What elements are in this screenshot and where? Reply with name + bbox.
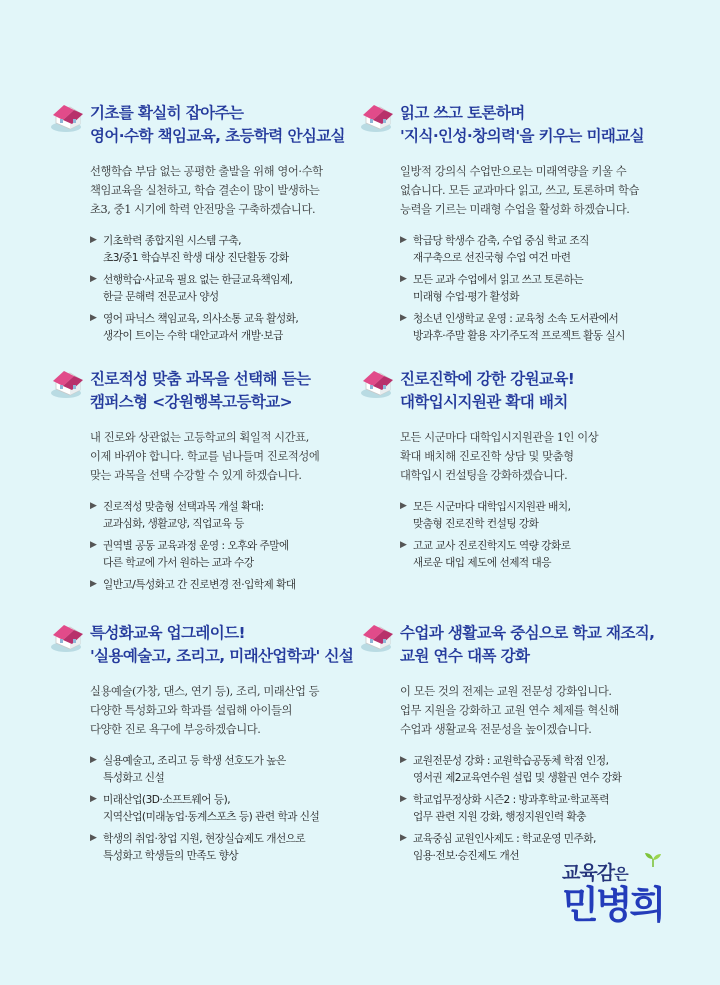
house-icon xyxy=(360,100,400,134)
bullet-line: 학생의 취업·창업 지원, 현장실습제도 개선으로 xyxy=(103,833,306,845)
bullet-line: 청소년 인생학교 운영 : 교육청 소속 도서관에서 xyxy=(413,313,619,325)
arrow-bullet-icon: ▶ xyxy=(400,540,407,550)
bullet-line: 지역산업(미래농업·동계스포츠 등) 관련 학과 신설 xyxy=(103,811,320,823)
section-heading xyxy=(50,622,354,668)
intro-line: 내 진로와 상관없는 고등학교의 획일적 시간표, xyxy=(90,431,309,444)
house-icon xyxy=(50,100,90,134)
intro-line: 능력을 기르는 미래형 수업을 활성화 하겠습니다. xyxy=(400,203,630,216)
bullet-line: 교육중심 교원인사제도 : 학교운영 민주화, xyxy=(413,833,596,845)
intro-line: 실용예술(가창, 댄스, 연기 등), 조리, 미래산업 등 xyxy=(90,685,320,698)
section-heading xyxy=(50,368,350,414)
section-title-line: 읽고 쓰고 토론하며 xyxy=(400,104,525,122)
pledge-section xyxy=(360,368,660,577)
house-icon xyxy=(50,620,90,654)
section-title-line: 대학입시지원관 확대 배치 xyxy=(400,393,568,411)
intro-line: 확대 배치해 진로진학 상담 및 맞춤형 xyxy=(400,450,574,463)
bullet-line: 업무 관련 지원 강화, 행정지원인력 확충 xyxy=(413,811,586,823)
arrow-bullet-icon: ▶ xyxy=(400,235,407,245)
bullet-line: 진로적성 맞춤형 선택과목 개설 확대: xyxy=(103,501,264,513)
bullet-list xyxy=(90,499,375,594)
arrow-bullet-icon: ▶ xyxy=(90,794,97,804)
arrow-bullet-icon: ▶ xyxy=(90,313,97,323)
section-title-line: '실용예술고, 조리고, 미래산업학과' 신설 xyxy=(90,647,354,665)
intro-line: 선행학습 부담 없는 공평한 출발을 위해 영어·수학 xyxy=(90,165,323,178)
bullet-item xyxy=(90,499,375,533)
logo-tagline-suffix: 은 xyxy=(614,865,628,883)
bullet-line: 맞춤형 진로진학 컨설팅 강화 xyxy=(413,518,539,530)
section-title-line: 진로진학에 강한 강원교육! xyxy=(400,370,575,388)
arrow-bullet-icon: ▶ xyxy=(400,274,407,284)
intro-line: 맞는 과목을 선택 수강할 수 있게 하겠습니다. xyxy=(90,469,302,482)
section-heading xyxy=(360,102,660,148)
pledge-section xyxy=(360,622,660,870)
section-title-line: 교원 연수 대폭 강화 xyxy=(400,647,530,665)
bullet-list xyxy=(400,233,685,345)
logo-name: 민병희 xyxy=(562,883,664,927)
bullet-list xyxy=(90,233,375,345)
bullet-line: 실용예술고, 조리고 등 학생 선호도가 높은 xyxy=(103,755,286,767)
pledge-section xyxy=(360,102,660,350)
section-intro xyxy=(400,682,685,739)
intro-line: 다양한 진로 욕구에 부응하겠습니다. xyxy=(90,723,261,736)
section-title-line: 기초를 확실히 잡아주는 xyxy=(90,104,244,122)
bullet-line: 선행학습·사교육 필요 없는 한글교육책임제, xyxy=(103,274,293,286)
bullet-item xyxy=(90,233,375,267)
bullet-line: 학교업무정상화 시즌2 : 방과후학교·학교폭력 xyxy=(413,794,609,806)
arrow-bullet-icon: ▶ xyxy=(400,833,407,843)
section-intro xyxy=(90,162,375,219)
arrow-bullet-icon: ▶ xyxy=(400,794,407,804)
logo-tagline-text: 교육감 xyxy=(562,862,615,884)
intro-line: 없습니다. 모든 교과마다 읽고, 쓰고, 토론하며 학습 xyxy=(400,184,639,197)
intro-line: 일방적 강의식 수업만으로는 미래역량을 키울 수 xyxy=(400,165,627,178)
bullet-line: 다른 학교에 가서 원하는 교과 수강 xyxy=(103,557,254,569)
bullet-line: 특성화고 신설 xyxy=(103,772,165,784)
logo-tagline xyxy=(562,858,628,885)
house-icon xyxy=(360,366,400,400)
bullet-line: 일반고/특성화고 간 진로변경 전·입학제 확대 xyxy=(103,579,296,591)
bullet-line: 고교 교사 진로진학지도 역량 강화로 xyxy=(413,540,571,552)
section-heading xyxy=(360,622,660,668)
bullet-item xyxy=(90,753,375,787)
section-title-line: 캠퍼스형 <강원행복고등학교> xyxy=(90,393,293,411)
candidate-logo xyxy=(562,858,692,946)
bullet-line: 생각이 트이는 수학 대안교과서 개발·보급 xyxy=(103,330,283,342)
bullet-line: 교과심화, 생활교양, 직업교육 등 xyxy=(103,518,244,530)
bullet-line: 한글 문해력 전문교사 양성 xyxy=(103,291,219,303)
intro-line: 대학입시 컨설팅을 강화하겠습니다. xyxy=(400,469,568,482)
arrow-bullet-icon: ▶ xyxy=(400,501,407,511)
section-heading xyxy=(360,368,660,414)
intro-line: 초3, 중1 시기에 학력 안전망을 구축하겠습니다. xyxy=(90,203,316,216)
bullet-line: 기초학력 종합지원 시스템 구축, xyxy=(103,235,242,247)
bullet-item xyxy=(400,311,685,345)
intro-line: 수업과 생활교육 전문성을 높이겠습니다. xyxy=(400,723,592,736)
arrow-bullet-icon: ▶ xyxy=(400,755,407,765)
bullet-line: 학급당 학생수 감축, 수업 중심 학교 조직 xyxy=(413,235,589,247)
bullet-line: 새로운 대입 제도에 선제적 대응 xyxy=(413,557,552,569)
arrow-bullet-icon: ▶ xyxy=(90,755,97,765)
bullet-item xyxy=(400,499,685,533)
intro-line: 모든 시군마다 대학입시지원관을 1인 이상 xyxy=(400,431,599,444)
pledge-section xyxy=(50,368,350,599)
bullet-list xyxy=(400,499,685,572)
bullet-line: 미래산업(3D·소프트웨어 등), xyxy=(103,794,231,806)
bullet-line: 미래형 수업·평가 활성화 xyxy=(413,291,519,303)
section-title-line: '지식·인성·창의력'을 키우는 미래교실 xyxy=(400,127,645,145)
bullet-list xyxy=(400,753,685,865)
bullet-line: 모든 시군마다 대학입시지원관 배치, xyxy=(413,501,571,513)
bullet-line: 특성화고 학생들의 만족도 향상 xyxy=(103,850,239,862)
intro-line: 이제 바뀌야 합니다. 학교를 넘나들며 진로적성에 xyxy=(90,450,320,463)
bullet-item xyxy=(400,233,685,267)
bullet-line: 초3/중1 학습부진 학생 대상 진단활동 강화 xyxy=(103,252,289,264)
pledge-section xyxy=(50,102,350,350)
bullet-line: 모든 교과 수업에서 읽고 쓰고 토론하는 xyxy=(413,274,584,286)
arrow-bullet-icon: ▶ xyxy=(90,235,97,245)
pledge-section xyxy=(50,622,354,870)
section-heading xyxy=(50,102,350,148)
arrow-bullet-icon: ▶ xyxy=(90,579,97,589)
bullet-line: 방과후·주말 활용 자기주도적 프로젝트 활동 실시 xyxy=(413,330,625,342)
bullet-line: 재구축으로 선진국형 수업 여건 마련 xyxy=(413,252,571,264)
bullet-line: 영서권 제2교육연수원 설립 및 생활권 연수 강화 xyxy=(413,772,622,784)
bullet-item xyxy=(400,538,685,572)
section-title-line: 수업과 생활교육 중심으로 학교 재조직, xyxy=(400,624,655,642)
section-intro xyxy=(90,428,375,485)
arrow-bullet-icon: ▶ xyxy=(90,540,97,550)
bullet-line: 교원전문성 강화 : 교원학습공동체 학점 인정, xyxy=(413,755,609,767)
section-title-line: 진로적성 맞춤 과목을 선택해 듣는 xyxy=(90,370,311,388)
bullet-item xyxy=(90,272,375,306)
house-icon xyxy=(50,366,90,400)
bullet-item xyxy=(90,577,375,594)
bullet-line: 영어 파닉스 책임교육, 의사소통 교육 활성화, xyxy=(103,313,299,325)
bullet-line: 임용·전보·승진제도 개선 xyxy=(413,850,519,862)
bullet-list xyxy=(90,753,375,865)
arrow-bullet-icon: ▶ xyxy=(400,313,407,323)
section-intro xyxy=(400,162,685,219)
bullet-item xyxy=(400,753,685,787)
intro-line: 이 모든 것의 전제는 교원 전문성 강화입니다. xyxy=(400,685,612,698)
house-icon xyxy=(360,620,400,654)
bullet-line: 권역별 공동 교육과정 운영 : 오후와 주말에 xyxy=(103,540,289,552)
intro-line: 책임교육을 실천하고, 학습 결손이 많이 발생하는 xyxy=(90,184,320,197)
bullet-item xyxy=(90,792,375,826)
bullet-item xyxy=(90,538,375,572)
sprout-icon xyxy=(644,852,662,868)
arrow-bullet-icon: ▶ xyxy=(90,274,97,284)
section-title-line: 영어·수학 책임교육, 초등학력 안심교실 xyxy=(90,127,345,145)
bullet-item xyxy=(90,311,375,345)
section-intro xyxy=(400,428,685,485)
section-title-line: 특성화교육 업그레이드! xyxy=(90,624,245,642)
bullet-item xyxy=(400,272,685,306)
bullet-item xyxy=(400,792,685,826)
intro-line: 다양한 특성화고와 학과를 설립해 아이들의 xyxy=(90,704,292,717)
intro-line: 업무 지원을 강화하고 교원 연수 체제를 혁신해 xyxy=(400,704,619,717)
arrow-bullet-icon: ▶ xyxy=(90,501,97,511)
arrow-bullet-icon: ▶ xyxy=(90,833,97,843)
section-intro xyxy=(90,682,375,739)
bullet-item xyxy=(90,831,375,865)
